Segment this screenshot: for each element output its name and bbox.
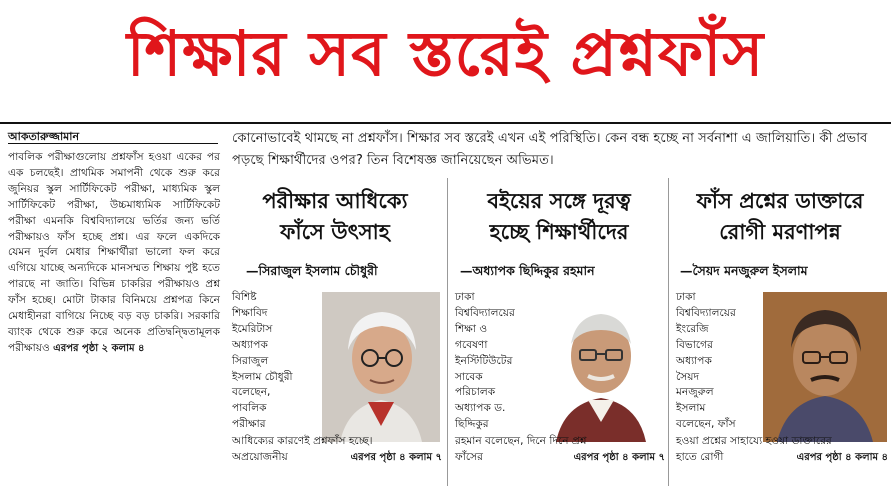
column-1-bio-line: সিরাজুল (232, 354, 269, 367)
column-1-bio (232, 290, 322, 433)
column-1-title-line2: ফাঁসে উৎসাহ (280, 220, 390, 244)
column-divider (447, 178, 448, 486)
left-column-article (8, 150, 220, 357)
column-3-portrait (763, 292, 887, 442)
summary-intro: কোনোভাবেই থামছে না প্রশ্নফাঁস। শিক্ষার সব স্তরেই এখন এই পরিস্থিতি। কেন বন্ধ হচ্ছে না সর্বনাশা এ জালিয়াতি। কী প্রভাব পড়ছে শিক্ষার্থীদের ওপর? তিন বিশেষজ্ঞ জানিয়েছেন অভিমত। (232, 131, 868, 168)
portrait-illustration-2 (542, 292, 660, 442)
column-3-author: —সৈয়দ মনজুরুল ইসলাম (680, 263, 808, 278)
column-2-title-line1: বইয়ের সঙ্গে দূরত্ব (487, 189, 631, 213)
column-2-bio-line: সাবেক (455, 370, 483, 383)
column-2-bio-line: গবেষণা (455, 338, 488, 351)
column-3-bio-line: ঢাকা (676, 291, 696, 303)
column-3-bio-line: সৈয়দ (676, 370, 700, 383)
column-3-bio (676, 290, 766, 433)
column-3-full-line1: হওয়া প্রশ্নের সাহায্যে হওয়া ডাক্তারের (676, 435, 832, 447)
column-2-bio-line: বিশ্ববিদ্যালয়ের (455, 306, 515, 319)
column-1-jump: এরপর পৃষ্ঠা ৪ কলাম ৭ (350, 451, 442, 463)
column-3-bio-line: বিভাগের (676, 338, 713, 351)
column-1-full-line2: অপ্রয়োজনীয় (232, 450, 288, 463)
column-2-bio-line: শিক্ষা ও (455, 322, 488, 335)
column-1-full-line1: আধিক্যের কারণেই প্রশ্নফাঁস হচ্ছে। (232, 435, 373, 447)
column-2-title-line2: হচ্ছে শিক্ষার্থীদের (489, 220, 629, 244)
column-2-bio-line: অধ্যাপক ড. (455, 402, 506, 415)
column-3-jump: এরপর পৃষ্ঠা ৪ কলাম ৪ (796, 451, 888, 463)
column-2-title (450, 186, 668, 248)
column-2-bio (455, 290, 545, 433)
column-1-bio-line: ইসলাম চৌধুরী (232, 370, 293, 383)
column-1-full-line2-row (232, 450, 442, 466)
column-3-title-line1: ফাঁস প্রশ্নের ডাক্তারে (696, 189, 864, 213)
byline-rule (8, 143, 218, 144)
column-3-continuation (676, 434, 888, 466)
column-1-bio-line: পরীক্ষার (232, 418, 266, 431)
column-3-bio-line: বিশ্ববিদ্যালয়ের (676, 306, 736, 319)
column-2-bio-line: ইনস্টিটিউটের (455, 354, 513, 367)
column-2-author: —অধ্যাপক ছিদ্দিকুর রহমান (460, 263, 595, 278)
column-1-bio-line: পাবলিক (232, 402, 267, 415)
column-3-title-line2: রোগী মরণাপন্ন (719, 220, 841, 244)
column-divider (668, 178, 669, 486)
column-1-bio-line: অধ্যাপক (232, 338, 268, 351)
column-1-author: —সিরাজুল ইসলাম চৌধুরী (246, 263, 378, 278)
portrait-illustration-1 (322, 292, 440, 442)
column-1-bio-line: শিক্ষাবিদ (232, 306, 268, 319)
column-3-full-line2: হাতে রোগী (676, 450, 724, 463)
left-column-jump: এরপর পৃষ্ঠা ২ কলাম ৪ (53, 342, 145, 354)
headline: শিক্ষার সব স্তরেই প্রশ্নফাঁস (126, 16, 765, 90)
column-3-title (670, 186, 890, 248)
column-1-portrait (322, 292, 440, 442)
column-3-bio-line: ইংরেজি (676, 322, 709, 335)
left-column-text: পাবলিক পরীক্ষাগুলোয় প্রশ্নফাঁস হওয়া একের পর এক চলছেই। প্রাথমিক সমাপনী থেকে শুরু করে জুনিয়র স্কুল সার্টিফিকেট পরীক্ষা, মাধ্যমিক স্কুল সার্টিফিকেট পরীক্ষা, উচ্চমাধ্যমিক সার্টিফিকেট পরীক্ষা এমনকি বিশ্ববিদ্যালয়ে ভর্তির জন্য ভর্তি পরীক্ষায়ও ফাঁস হচ্ছে প্রশ্ন। এর ফলে একদিকে যেমন দুর্বল মেধার শিক্ষার্থীরা ভালো ফল করে এগিয়ে যাচ্ছে অন্যদিকে মানসম্মত শিক্ষায় পুষ্ট হতে পারছে না জাতি। বিভিন্ন চাকরির পরীক্ষায়ও প্রশ্ন ফাঁস হচ্ছে। মোটা টাকার বিনিময়ে প্রশ্নপত্র কিনে মেধাহীনরা বাগিয়ে নিচ্ছে বড় বড় চাকরি। সরকারি ব্যাংক থেকে শুরু করে অনেক প্রতিদ্বন্দ্বিতামূলক পরীক্ষায়ও (8, 151, 220, 354)
column-2-full-line2-row (455, 450, 665, 466)
byline: আকতারুজ্জামান (8, 130, 80, 143)
portrait-illustration-3 (763, 292, 887, 442)
column-1-bio-line: বিশিষ্ট (232, 291, 257, 303)
column-3-bio-line: অধ্যাপক (676, 354, 712, 367)
column-1-title-line1: পরীক্ষার আধিক্যে (262, 189, 408, 213)
headline-rule (0, 122, 891, 124)
column-2-portrait (542, 292, 660, 442)
column-1-continuation (232, 434, 442, 466)
column-2-jump: এরপর পৃষ্ঠা ৪ কলাম ৭ (573, 451, 665, 463)
column-3-bio-line: বলেছেন, ফাঁস (676, 418, 736, 431)
column-2-continuation (455, 434, 665, 466)
column-2-full-line1: রহমান বলেছেন, দিনে দিনে প্রশ্ন (455, 435, 587, 447)
column-3-bio-line: ইসলাম (676, 402, 706, 415)
column-1-bio-line: বলেছেন, (232, 386, 271, 399)
column-1-title (226, 186, 444, 248)
column-2-bio-line: পরিচালক (455, 386, 496, 399)
column-1-bio-line: ইমেরিটাস (232, 322, 273, 335)
column-2-bio-line: ছিদ্দিকুর (455, 418, 489, 431)
column-2-bio-line: ঢাকা (455, 291, 475, 303)
column-3-full-line2-row (676, 450, 888, 466)
column-2-full-line2: ফাঁসের (455, 450, 483, 463)
column-3-bio-line: মনজুরুল (676, 386, 714, 399)
